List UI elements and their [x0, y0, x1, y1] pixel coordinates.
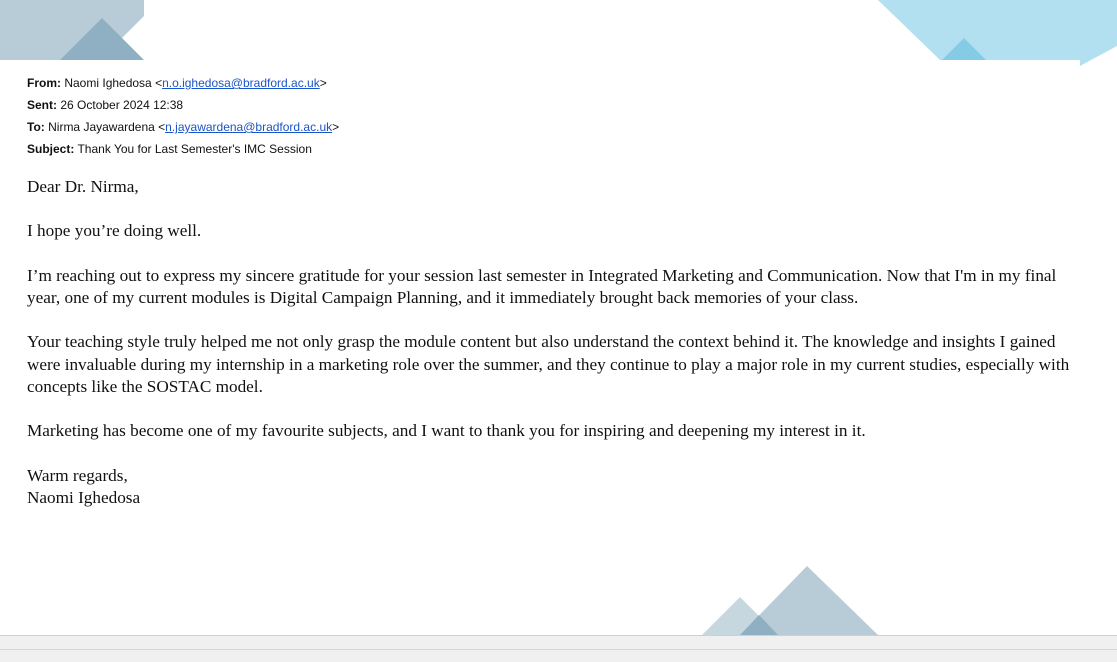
- email-body: [27, 176, 1087, 509]
- to-name: Nirma Jayawardena: [48, 120, 155, 134]
- body-paragraph: I’m reaching out to express my sincere gratitude for your session last semester in Integrated Marketing and Communication. Now that I'm in my final year, one of my current modules is Digital Campaign Planning, and it immediately brought back memories of your class.: [27, 265, 1057, 307]
- to-row: To: Nirma Jayawardena <n.jayawardena@bradford.ac.uk>: [27, 120, 340, 134]
- closing: Warm regards,: [27, 465, 128, 485]
- greeting: Dear Dr. Nirma,: [27, 177, 139, 196]
- sent-label: Sent:: [27, 98, 57, 112]
- body-paragraph: I hope you’re doing well.: [27, 221, 202, 241]
- to-label: To:: [27, 120, 45, 134]
- from-email-link[interactable]: n.o.ighedosa@bradford.ac.uk: [162, 76, 320, 90]
- email-header: [27, 72, 339, 160]
- from-label: From:: [27, 76, 61, 90]
- body-paragraph: Marketing has become one of my favourite subjects, and I want to thank you for inspiring and deepening my interest in it.: [27, 421, 866, 441]
- subject-row: [27, 138, 339, 160]
- from-name: Naomi Ighedosa: [64, 76, 152, 90]
- subject-label: Subject:: [27, 142, 75, 156]
- sent-value: 26 October 2024 12:38: [60, 98, 184, 112]
- to-email-link[interactable]: n.jayawardena@bradford.ac.uk: [165, 120, 333, 134]
- subject-value: Thank You for Last Semester's IMC Session: [77, 142, 312, 156]
- sent-row: [27, 94, 339, 116]
- from-row: From: Naomi Ighedosa <n.o.ighedosa@bradford.ac.uk>: [27, 76, 327, 90]
- footbar-divider: [0, 649, 1117, 650]
- top-right-shape: [878, 0, 1117, 66]
- bottom-scroll-bar[interactable]: [0, 635, 1117, 662]
- body-paragraph: Your teaching style truly helped me not only grasp the module content but also understand the context behind it. The knowledge and insights I gained were invaluable during my internship in a marketing role over the summer, and they continue to play a major role in my current studies, especially with concepts like the SOSTAC model.: [27, 332, 1070, 396]
- signature: Naomi Ighedosa: [27, 487, 141, 507]
